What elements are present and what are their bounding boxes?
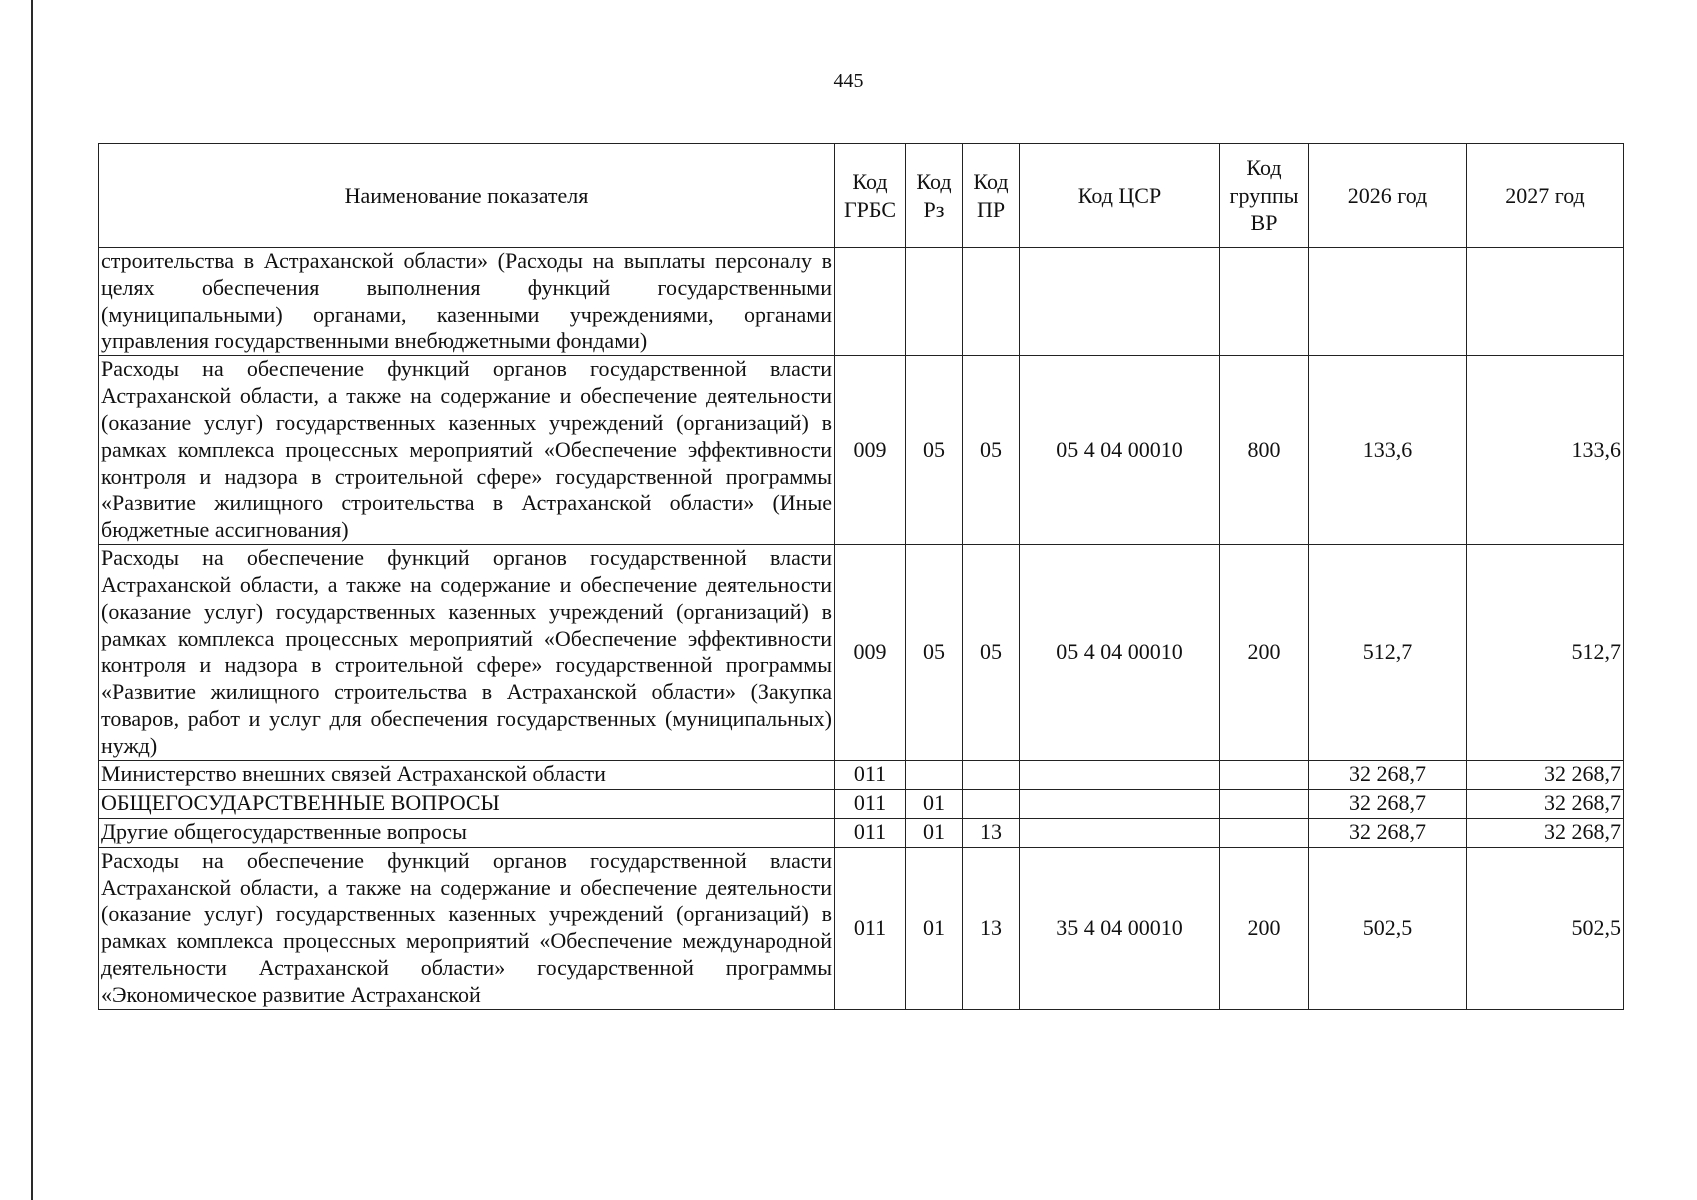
table-row	[99, 545, 1624, 761]
header-rz: Код Рз	[906, 144, 963, 248]
header-csr: Код ЦСР	[1020, 144, 1220, 248]
row-2027: 32 268,7	[1467, 818, 1624, 847]
row-rz: 05	[906, 545, 963, 761]
row-rz: 05	[906, 356, 963, 545]
row-vr	[1220, 248, 1309, 356]
row-csr: 05 4 04 00010	[1020, 545, 1220, 761]
row-vr: 800	[1220, 356, 1309, 545]
row-pr	[963, 789, 1020, 818]
header-2026: 2026 год	[1309, 144, 1467, 248]
row-rz: 01	[906, 818, 963, 847]
table-row	[99, 847, 1624, 1009]
table-row	[99, 248, 1624, 356]
row-grbs: 011	[835, 847, 906, 1009]
page-number: 445	[833, 70, 864, 92]
row-vr: 200	[1220, 847, 1309, 1009]
row-rz: 01	[906, 847, 963, 1009]
table-row	[99, 789, 1624, 818]
row-vr: 200	[1220, 545, 1309, 761]
row-2027: 502,5	[1467, 847, 1624, 1009]
row-csr	[1020, 248, 1220, 356]
header-vr: Код группы ВР	[1220, 144, 1309, 248]
row-csr: 05 4 04 00010	[1020, 356, 1220, 545]
left-margin-line	[31, 0, 33, 1200]
row-2027: 32 268,7	[1467, 760, 1624, 789]
row-2027: 512,7	[1467, 545, 1624, 761]
row-2026: 32 268,7	[1309, 818, 1467, 847]
row-rz: 01	[906, 789, 963, 818]
row-grbs	[835, 248, 906, 356]
row-name: Расходы на обеспечение функций органов государственной власти Астраханской области, а также на содержание и обеспечение деятельности (оказание услуг) государственных казенных учреждений (организаций) в рамках комплекса процессных мероприятий «Обеспечение эффективности контроля и надзора в строительной сфере» государственной программы «Развитие жилищного строительства в Астраханской области» (Иные бюджетные ассигнования)	[99, 356, 835, 545]
row-grbs: 009	[835, 356, 906, 545]
table-row	[99, 760, 1624, 789]
row-grbs: 009	[835, 545, 906, 761]
row-vr	[1220, 760, 1309, 789]
row-2026	[1309, 248, 1467, 356]
row-rz	[906, 248, 963, 356]
row-pr	[963, 760, 1020, 789]
header-pr: Код ПР	[963, 144, 1020, 248]
row-name: строительства в Астраханской области» (Расходы на выплаты персоналу в целях обеспечения выполнения функций государственными (муниципальными) органами, казенными учреждениями, органами управления государственными внебюджетными фондами)	[99, 248, 835, 356]
row-name: ОБЩЕГОСУДАРСТВЕННЫЕ ВОПРОСЫ	[99, 789, 835, 818]
row-2026: 32 268,7	[1309, 789, 1467, 818]
row-grbs: 011	[835, 789, 906, 818]
row-2027: 133,6	[1467, 356, 1624, 545]
row-pr: 05	[963, 545, 1020, 761]
row-csr	[1020, 818, 1220, 847]
header-2027: 2027 год	[1467, 144, 1624, 248]
row-name: Расходы на обеспечение функций органов государственной власти Астраханской области, а также на содержание и обеспечение деятельности (оказание услуг) государственных казенных учреждений (организаций) в рамках комплекса процессных мероприятий «Обеспечение международной деятельности Астраханской области» государственной программы «Экономическое развитие Астраханской	[99, 847, 835, 1009]
row-csr	[1020, 760, 1220, 789]
row-2026: 512,7	[1309, 545, 1467, 761]
row-name: Другие общегосударственные вопросы	[99, 818, 835, 847]
header-grbs: Код ГРБС	[835, 144, 906, 248]
table-row	[99, 356, 1624, 545]
row-2027: 32 268,7	[1467, 789, 1624, 818]
table-header-row	[99, 144, 1624, 248]
row-pr: 13	[963, 847, 1020, 1009]
row-2026: 32 268,7	[1309, 760, 1467, 789]
row-2026: 502,5	[1309, 847, 1467, 1009]
row-name: Министерство внешних связей Астраханской области	[99, 760, 835, 789]
table-row	[99, 818, 1624, 847]
row-pr: 05	[963, 356, 1020, 545]
header-name: Наименование показателя	[99, 144, 835, 248]
row-csr	[1020, 789, 1220, 818]
row-grbs: 011	[835, 818, 906, 847]
row-grbs: 011	[835, 760, 906, 789]
row-vr	[1220, 818, 1309, 847]
row-pr	[963, 248, 1020, 356]
row-vr	[1220, 789, 1309, 818]
row-csr: 35 4 04 00010	[1020, 847, 1220, 1009]
row-2026: 133,6	[1309, 356, 1467, 545]
budget-table	[98, 143, 1624, 1010]
row-rz	[906, 760, 963, 789]
row-2027	[1467, 248, 1624, 356]
row-pr: 13	[963, 818, 1020, 847]
row-name: Расходы на обеспечение функций органов государственной власти Астраханской области, а также на содержание и обеспечение деятельности (оказание услуг) государственных казенных учреждений (организаций) в рамках комплекса процессных мероприятий «Обеспечение эффективности контроля и надзора в строительной сфере» государственной программы «Развитие жилищного строительства в Астраханской области» (Закупка товаров, работ и услуг для обеспечения государственных (муниципальных) нужд)	[99, 545, 835, 761]
